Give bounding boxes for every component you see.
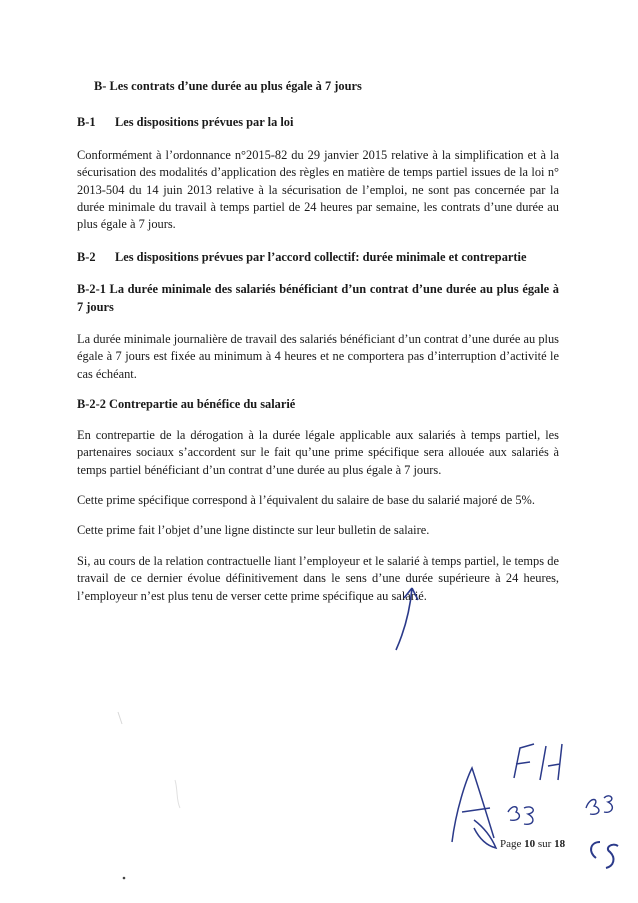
initials-fh xyxy=(514,744,562,780)
initials-bs-1 xyxy=(508,807,533,825)
section-title: B- Les contrats d’une durée au plus égale à 7 jours xyxy=(94,79,362,93)
paragraph-b22-2: Cette prime spécifique correspond à l’équivalent du salaire de base du salarié majoré de 5%. xyxy=(77,492,535,507)
faint-mark xyxy=(175,780,180,808)
page-number: 10 xyxy=(524,838,536,850)
paragraph-b22-1: En contrepartie de la dérogation à la durée légale applicable aux salariés à temps partiel, les partenaires sociaux s’accordent sur le fait qu’une prime spécifique sera allouée aux salariés à temps partiel bénéficiant d’un contrat d’une durée au plus égale à 7 jours. xyxy=(77,427,559,477)
page-footer xyxy=(500,838,565,850)
heading-b2-number: B-2 xyxy=(77,249,96,264)
paragraph-b1: Conformément à l’ordonnance n°2015-82 du 29 janvier 2015 relative à la simplification et à la sécurisation des modalités d’application des règles en matière de temps partiel issues de la loi n° 2013-504 du 14 juin 2013 relative à la sécurisation de l’emploi, ne sont pas concernée par la durée minimale du travail à temps partiel de 24 heures par semaine, les contrats d’une durée au plus égale à 7 jours. xyxy=(77,147,559,232)
initials-cs xyxy=(591,842,618,868)
paragraph-b22-4: Si, au cours de la relation contractuelle liant l’employeur et le salarié à temps partiel, le temps de travail de ce dernier évolue définitivement dans le sens d’une durée supérieure à 24 heures, l’employeur n’est plus tenu de verser cette prime spécifique au salarié. xyxy=(77,553,559,603)
heading-b21: B-2-1 La durée minimale des salariés bénéficiant d’un contrat d’une durée au plus égale à 7 jours xyxy=(77,282,559,314)
document-body xyxy=(77,70,559,605)
heading-b1-number: B-1 xyxy=(77,115,96,130)
heading-b2 xyxy=(77,249,559,266)
speck xyxy=(123,877,126,880)
heading-b1 xyxy=(77,114,559,131)
heading-b2-text: Les dispositions prévues par l’accord collectif: durée minimale et contrepartie xyxy=(115,249,527,264)
paragraph-b22-3: Cette prime fait l’objet d’une ligne distincte sur leur bulletin de salaire. xyxy=(77,523,430,538)
heading-b22: B-2-2 Contrepartie au bénéfice du salarié xyxy=(77,397,296,412)
initials-bs-2 xyxy=(586,796,612,815)
faint-mark xyxy=(118,712,122,724)
signature xyxy=(452,768,496,848)
paragraph-b21: La durée minimale journalière de travail des salariés bénéficiant d’un contrat d’une durée au plus égale à 7 jours est fixée au minimum à 4 heures et ne comportera pas d’interruption d’activité le cas échéant. xyxy=(77,332,559,381)
page-label: Page xyxy=(500,838,522,850)
page-total: 18 xyxy=(554,838,566,850)
heading-b1-text: Les dispositions prévues par la loi xyxy=(115,115,294,130)
page-separator: sur xyxy=(537,838,552,850)
